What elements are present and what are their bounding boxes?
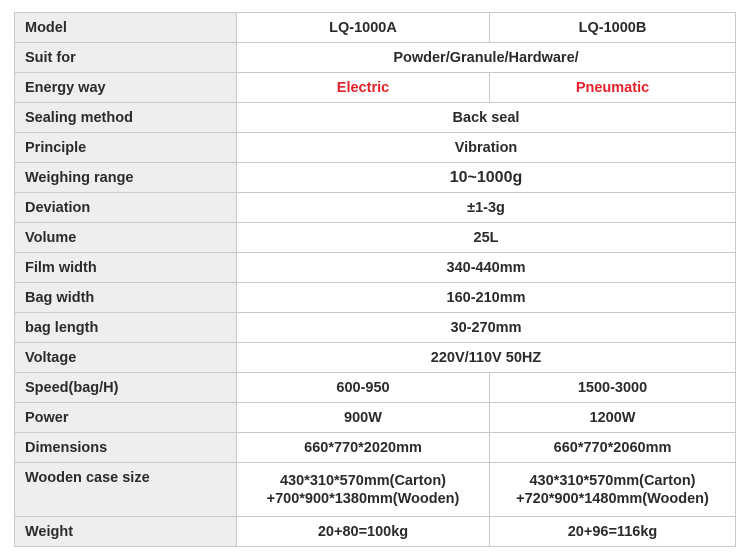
wooden-case-a-line1: 430*310*570mm(Carton)	[279, 472, 447, 489]
principle-cell: Vibration	[237, 133, 736, 163]
table-row-bag-width	[15, 283, 736, 313]
bag-width-cell: 160-210mm	[237, 283, 736, 313]
table-row-film-width	[15, 253, 736, 283]
row-label: Voltage	[15, 343, 237, 373]
table-row-weight	[15, 517, 736, 547]
row-label: Weighing range	[15, 163, 237, 193]
deviation-cell: ±1-3g	[237, 193, 736, 223]
energy-b-cell: Pneumatic	[490, 73, 736, 103]
weight-b-cell: 20+96=116kg	[490, 517, 736, 547]
table-row-bag-length	[15, 313, 736, 343]
dimensions-a-cell: 660*770*2020mm	[237, 433, 490, 463]
wooden-case-b-cell	[490, 463, 736, 517]
table-row-model	[15, 13, 736, 43]
weighing-range-cell: 10~1000g	[237, 163, 736, 193]
row-label: bag length	[15, 313, 237, 343]
volume-cell: 25L	[237, 223, 736, 253]
table-row-dimensions	[15, 433, 736, 463]
power-b-cell: 1200W	[490, 403, 736, 433]
row-label: Suit for	[15, 43, 237, 73]
wooden-case-b-line2: +720*900*1480mm(Wooden)	[516, 490, 709, 507]
speed-a-cell: 600-950	[237, 373, 490, 403]
row-label: Volume	[15, 223, 237, 253]
suit-for-cell: Powder/Granule/Hardware/	[237, 43, 736, 73]
dimensions-b-cell: 660*770*2060mm	[490, 433, 736, 463]
table-row-volume	[15, 223, 736, 253]
model-b-cell: LQ-1000B	[490, 13, 736, 43]
weight-a-cell: 20+80=100kg	[237, 517, 490, 547]
row-label: Dimensions	[15, 433, 237, 463]
wooden-case-a-line2: +700*900*1380mm(Wooden)	[266, 490, 460, 507]
film-width-cell: 340-440mm	[237, 253, 736, 283]
wooden-case-a-cell	[237, 463, 490, 517]
table-row-energy-way	[15, 73, 736, 103]
spec-table	[14, 12, 736, 547]
power-a-cell: 900W	[237, 403, 490, 433]
bag-length-cell: 30-270mm	[237, 313, 736, 343]
row-label: Speed(bag/H)	[15, 373, 237, 403]
sealing-method-cell: Back seal	[237, 103, 736, 133]
model-a-cell: LQ-1000A	[237, 13, 490, 43]
energy-a-cell: Electric	[237, 73, 490, 103]
table-row-wooden-case-size	[15, 463, 736, 517]
row-label: Power	[15, 403, 237, 433]
row-label: Principle	[15, 133, 237, 163]
table-row-principle	[15, 133, 736, 163]
row-label: Energy way	[15, 73, 237, 103]
table-row-suit-for	[15, 43, 736, 73]
row-label: Model	[15, 13, 237, 43]
table-row-speed	[15, 373, 736, 403]
row-label: Weight	[15, 517, 237, 547]
voltage-cell: 220V/110V 50HZ	[237, 343, 736, 373]
row-label: Deviation	[15, 193, 237, 223]
table-row-power	[15, 403, 736, 433]
speed-b-cell: 1500-3000	[490, 373, 736, 403]
row-label: Wooden case size	[15, 463, 237, 517]
table-row-weighing-range	[15, 163, 736, 193]
table-row-deviation	[15, 193, 736, 223]
row-label: Film width	[15, 253, 237, 283]
table-row-sealing-method	[15, 103, 736, 133]
row-label: Bag width	[15, 283, 237, 313]
wooden-case-b-line1: 430*310*570mm(Carton)	[529, 472, 696, 489]
table-row-voltage	[15, 343, 736, 373]
row-label: Sealing method	[15, 103, 237, 133]
